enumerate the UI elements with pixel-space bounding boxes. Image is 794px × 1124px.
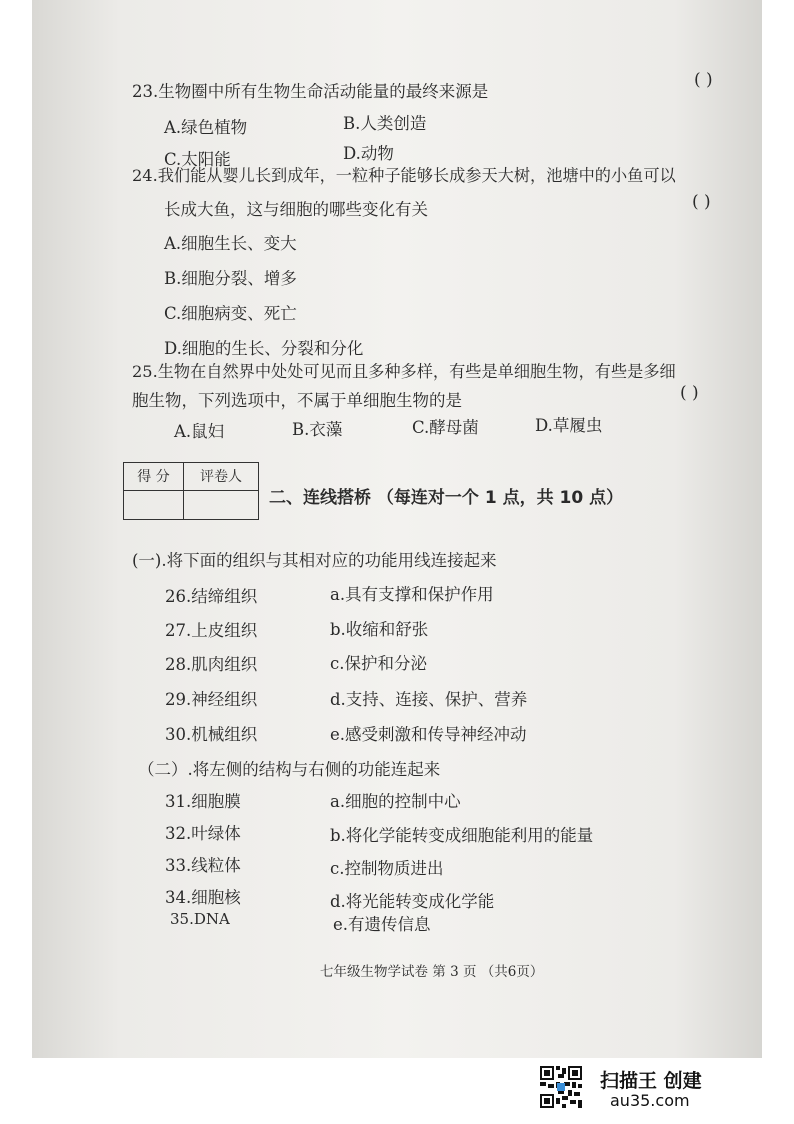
part2-right-item: e.有遗传信息	[333, 915, 431, 934]
q23-option-b: B.人类创造	[343, 114, 427, 133]
q23-answer-paren: ( )	[694, 70, 713, 90]
part1-left-item: 29.神经组织	[165, 690, 258, 709]
watermark-url: au35.com	[610, 1091, 690, 1110]
part2-right-item: a.细胞的控制中心	[330, 792, 461, 811]
part2-left-item: 33.线粒体	[165, 856, 241, 875]
scanner-watermark	[540, 1066, 740, 1110]
part1-heading: (一).将下面的组织与其相对应的功能用线连接起来	[132, 551, 497, 570]
q25-option-c: C.酵母菌	[412, 418, 479, 437]
q24-option-c: C.细胞病变、死亡	[164, 304, 297, 323]
q23-stem: 23.生物圈中所有生物生命活动能量的最终来源是	[132, 82, 489, 101]
q24-stem-line2: 长成大鱼，这与细胞的哪些变化有关	[164, 200, 428, 219]
part1-right-item: e.感受刺激和传导神经冲动	[330, 725, 527, 744]
q25-stem-line1: 25.生物在自然界中处处可见而且多种多样，有些是单细胞生物，有些是多细	[132, 362, 676, 381]
q24-answer-paren: ( )	[692, 192, 711, 212]
part1-left-item: 30.机械组织	[165, 725, 258, 744]
part1-right-item: a.具有支撑和保护作用	[330, 585, 494, 604]
part2-left-item: 35.DNA	[170, 910, 230, 928]
section-2-title: 二、连线搭桥 （每连对一个 1 点，共 10 点）	[269, 488, 624, 508]
q23-option-c: C.太阳能	[164, 150, 231, 169]
part1-left-item: 27.上皮组织	[165, 621, 258, 640]
part2-left-item: 31.细胞膜	[165, 792, 241, 811]
part2-right-item: c.控制物质进出	[330, 859, 444, 878]
q24-option-b: B.细胞分裂、增多	[164, 269, 297, 288]
score-cell	[124, 491, 184, 519]
qr-code-icon	[540, 1066, 582, 1108]
q23-option-a: A.绿色植物	[164, 118, 248, 137]
part1-left-item: 28.肌肉组织	[165, 655, 258, 674]
part2-right-item: d.将光能转变成化学能	[330, 892, 495, 911]
q24-stem-line1: 24.我们能从婴儿长到成年，一粒种子能够长成参天大树，池塘中的小鱼可以	[132, 166, 676, 185]
q24-option-d: D.细胞的生长、分裂和分化	[164, 339, 364, 358]
part1-right-item: b.收缩和舒张	[330, 620, 429, 639]
part2-left-item: 32.叶绿体	[165, 824, 241, 843]
part2-right-item: b.将化学能转变成细胞能利用的能量	[330, 826, 594, 845]
part2-heading: （二）.将左侧的结构与右侧的功能连起来	[138, 760, 441, 779]
part1-right-item: d.支持、连接、保护、营养	[330, 690, 528, 709]
page-footer: 七年级生物学试卷 第 3 页 （共6页）	[320, 964, 544, 980]
q25-option-d: D.草履虫	[535, 416, 603, 435]
q23-option-d: D.动物	[343, 144, 394, 163]
watermark-title: 扫描王 创建	[600, 1070, 702, 1092]
part1-left-item: 26.结缔组织	[165, 587, 258, 606]
q24-option-a: A.细胞生长、变大	[164, 234, 297, 253]
q25-option-a: A.鼠妇	[174, 422, 225, 441]
score-table	[123, 462, 259, 520]
q25-answer-paren: ( )	[680, 383, 699, 403]
part1-right-item: c.保护和分泌	[330, 654, 427, 673]
q25-option-b: B.衣藻	[292, 420, 343, 439]
part2-left-item: 34.细胞核	[165, 888, 241, 907]
grader-cell	[184, 491, 258, 519]
score-label: 得 分	[124, 463, 184, 491]
q25-stem-line2: 胞生物，下列选项中，不属于单细胞生物的是	[132, 391, 462, 410]
grader-label: 评卷人	[184, 463, 258, 491]
